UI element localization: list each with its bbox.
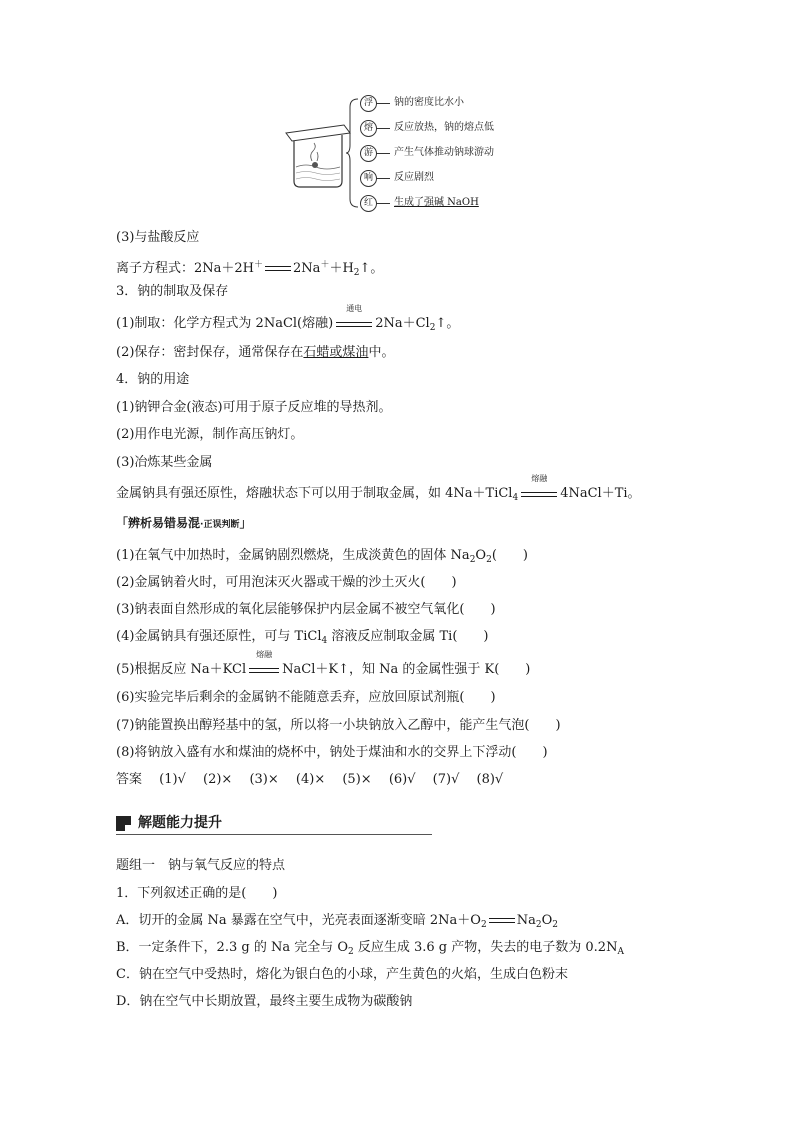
subscript: 2 (486, 555, 492, 565)
answer-item: (1)√ (159, 772, 186, 787)
subscript: 2 (469, 555, 476, 565)
answer-item: (7)√ (432, 772, 460, 787)
tag-main: 辨析易错易混 (128, 516, 201, 530)
judge-item (116, 601, 496, 619)
tag-sub: ·正误判断 (200, 520, 240, 530)
answer-blank: ( ) (524, 718, 561, 733)
use-line: (2)用作电光源，制作高压钠灯。 (116, 427, 304, 442)
answer-item: (5)× (342, 772, 372, 787)
text: (1)在氧气中加热时，金属钠剧烈燃烧，生成淡黄色的固体 Na (116, 548, 470, 563)
superscript: ＋ (254, 260, 264, 270)
circle-char: 熔 (360, 120, 377, 137)
answer-blank: ( ) (420, 575, 457, 590)
answer-blank: ( ) (459, 690, 496, 705)
beaker-illustration (282, 123, 352, 213)
subscript: 2 (535, 920, 542, 930)
option-a (116, 912, 558, 934)
judge-item (116, 547, 528, 569)
reaction-arrow (521, 474, 557, 497)
section-header (116, 814, 432, 836)
judge-item (116, 689, 496, 707)
subscript: 2 (480, 920, 487, 930)
answer-blank: ( ) (494, 662, 531, 677)
option-d: D．钠在空气中长期放置，最终主要生成物为碳酸钠 (116, 994, 413, 1009)
text: 溶液反应制取金属 Ti (327, 629, 453, 644)
sodium-water-diagram (282, 95, 522, 215)
text: 离子方程式：2Na＋2H (116, 261, 255, 276)
section-title: 解题能力提升 (138, 815, 222, 831)
text: (1)制取：化学方程式为 2NaCl(熔融) (116, 316, 334, 331)
text: 4NaCl＋Ti。 (560, 486, 641, 501)
section-title: 3．钠的制取及保存 (116, 284, 229, 299)
reaction-arrow (249, 650, 279, 673)
judge-item (116, 628, 488, 650)
text: (3)钠表面自然形成的氧化层能够保护内层金属不被空气氧化 (116, 602, 460, 617)
connector-line (376, 128, 390, 129)
text: O (475, 548, 487, 563)
bracket-icon: 」 (239, 516, 252, 530)
answer-item: (6)√ (388, 772, 416, 787)
text: 金属钠具有强还原性，熔融状态下可以用于制取金属，如 4Na＋TiCl (116, 486, 513, 501)
text: 反应生成 3.6 g 产物，失去的电子数为 0.2N (353, 940, 618, 955)
superscript: ＋ (320, 260, 330, 270)
condition-label: 熔融 (531, 474, 548, 483)
text: A．切开的金属 Na 暴露在空气中，光亮表面逐渐变暗 2Na＋O (116, 913, 481, 928)
subscript: 2 (429, 323, 436, 333)
diagram-label: 产生气体推动钠球游动 (394, 147, 494, 158)
answer-blank: ( ) (511, 745, 548, 760)
subscript: 4 (512, 493, 519, 503)
connector-line (376, 203, 390, 204)
text: (7)钠能置换出醇羟基中的氢，所以将一小块钠放入乙醇中，能产生气泡 (116, 718, 525, 733)
text: (6)实验完毕后剩余的金属钠不能随意丢弃，应放回原试剂瓶 (116, 690, 460, 705)
text: ↑。 (435, 316, 460, 331)
answer-blank: ( ) (452, 629, 489, 644)
condition-label: 通电 (346, 304, 363, 313)
text: (8)将钠放入盛有水和煤油的烧杯中，钠处于煤油和水的交界上下浮动 (116, 745, 512, 760)
option-b (116, 939, 624, 961)
judge-item (116, 574, 457, 592)
subsection-heading: (3)与盐酸反应 (116, 230, 200, 245)
diagram-label: 反应剧烈 (394, 172, 434, 183)
connector-line (376, 178, 390, 179)
option-c: C．钠在空气中受热时，熔化为银白色的小球，产生黄色的火焰，生成白色粉末 (116, 967, 568, 982)
diagram-label: 生成了强碱 NaOH (394, 197, 479, 208)
text: ＋H (329, 261, 354, 276)
brace-icon (346, 97, 360, 209)
section-square-icon (116, 816, 131, 831)
text: ↑。 (359, 261, 384, 276)
text: (5)根据反应 Na＋KCl (116, 662, 247, 677)
text: O (541, 913, 553, 928)
use-line (116, 474, 641, 507)
subscript: 2 (348, 947, 354, 957)
condition-label: 熔融 (256, 650, 273, 659)
text: 中。 (368, 345, 395, 360)
divider (116, 834, 432, 835)
use-line: (1)钠钾合金(液态)可用于原子反应堆的导热剂。 (116, 400, 392, 415)
judge-item (116, 650, 531, 679)
circle-char: 响 (360, 170, 377, 187)
reaction-arrow (336, 304, 372, 327)
answer-item: (4)× (295, 772, 326, 787)
circle-char: 红 (360, 195, 377, 212)
equals-sign (489, 918, 515, 923)
prep-equation (116, 304, 460, 337)
answer-item: (2)× (203, 772, 233, 787)
text: (4)金属钠具有强还原性，可与 TiCl (116, 629, 322, 644)
ion-equation (116, 256, 383, 282)
text: 2Na＋Cl (375, 316, 430, 331)
answer-line (116, 771, 503, 789)
diagram-label: 钠的密度比水小 (394, 97, 464, 108)
group-title: 题组一 钠与氧气反应的特点 (116, 858, 286, 873)
answer-blank: ( ) (459, 602, 496, 617)
text: NaCl＋K↑，知 Na 的金属性强于 K (282, 662, 495, 677)
answer-item: (3)× (249, 772, 279, 787)
section-title: 4．钠的用途 (116, 372, 190, 387)
text: B．一定条件下，2.3 g 的 Na 完全与 O (116, 940, 348, 955)
equals-sign (265, 266, 291, 271)
connector-line (376, 153, 390, 154)
text: (2)保存：密封保存，通常保存在 (116, 345, 304, 360)
diagram-label: 反应放热，钠的熔点低 (394, 122, 494, 133)
subscript: 4 (321, 636, 328, 646)
text: Na (516, 913, 536, 928)
subscript: 2 (552, 920, 558, 930)
judge-item (116, 744, 548, 762)
underlined-text: 石蜡或煤油 (303, 345, 369, 360)
circle-char: 浮 (360, 95, 377, 112)
judge-item (116, 717, 561, 735)
subscript: A (617, 947, 624, 957)
connector-line (376, 103, 390, 104)
use-line: (3)冶炼某些金属 (116, 455, 213, 470)
text: (2)金属钠着火时，可用泡沫灭火器或干燥的沙土灭火 (116, 575, 421, 590)
answer-blank: ( ) (491, 548, 528, 563)
question-stem: 1．下列叙述正确的是( ) (116, 886, 278, 901)
tag-label (116, 514, 251, 531)
circle-char: 游 (360, 145, 377, 162)
text: 2Na (293, 261, 321, 276)
storage-line (116, 344, 394, 362)
bracket-icon: 「 (116, 516, 129, 530)
answer-label: 答案 (116, 772, 143, 787)
answer-item: (8)√ (476, 772, 504, 787)
subscript: 2 (353, 268, 360, 278)
